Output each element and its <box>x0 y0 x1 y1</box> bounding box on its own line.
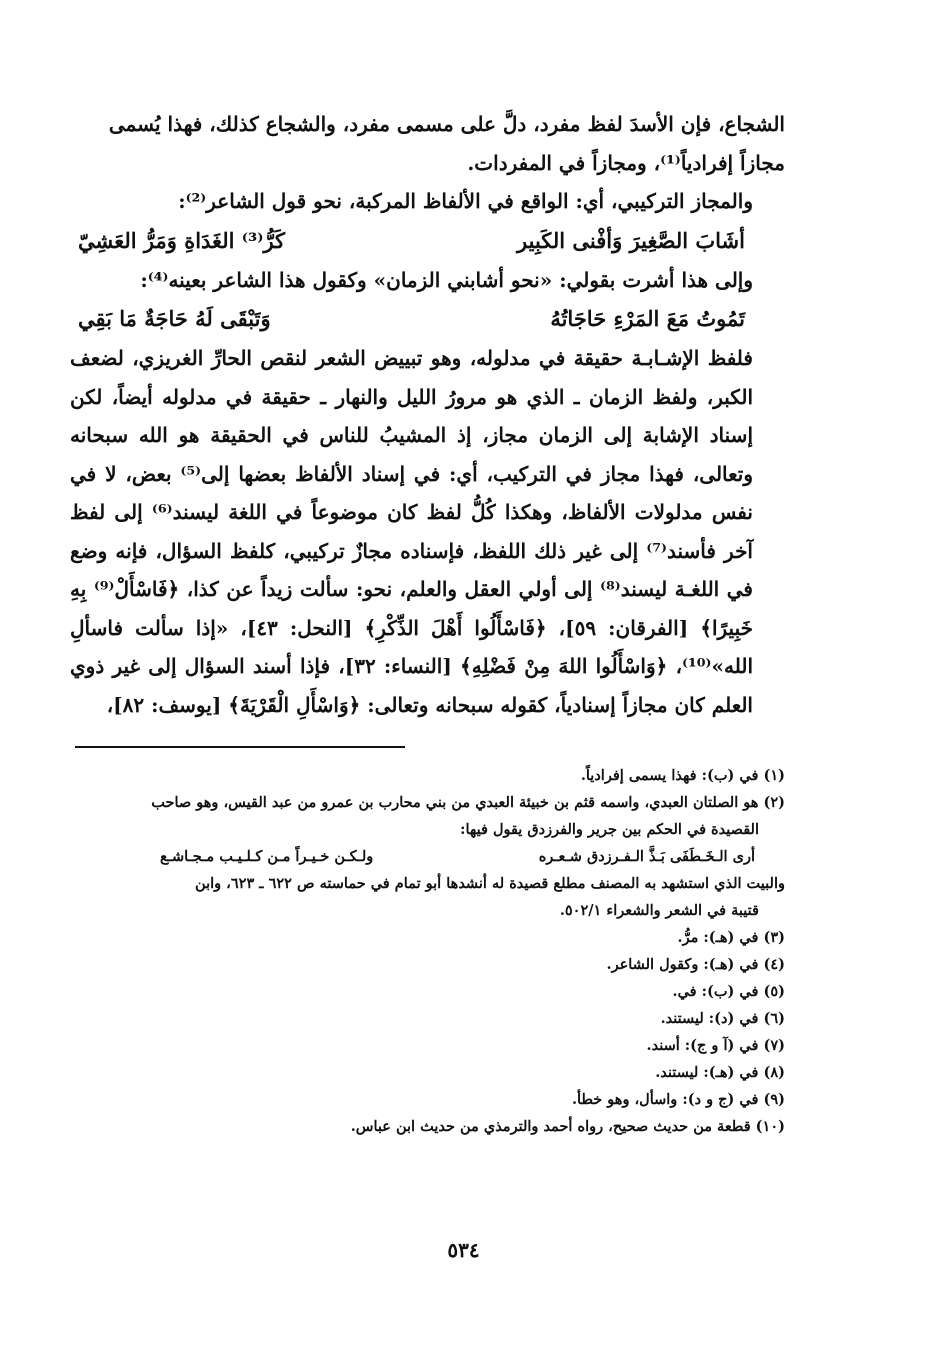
paragraph-1-line-1: الشجاع، فإن الأسدَ لفظ مفرد، دلَّ على مسمى مفرد، والشجاع كذلك، فهذا يُسمى <box>108 112 785 136</box>
footnote-3: (٣) في (هـ): مرُّ. <box>677 929 785 946</box>
footnote-2: (٢) هو الصلتان العبدي، واسمه قثم بن خبيئة العبدي من بني محارب بن عمرو من عبد القيس، وهو صاحب <box>151 794 785 811</box>
verse-2 <box>70 299 785 339</box>
verse-2-first-hemistich: تَمُوتُ مَعَ المَرْءِ حَاجَاتُهُ <box>550 306 745 331</box>
footnote-7: (٧) في (آ و ج): أسند. <box>646 1037 785 1054</box>
footnotes <box>70 762 785 1140</box>
verse-1-second-hemistich: كَرُّ⁽³⁾ الغَدَاةِ وَمَرُّ العَشِيّ <box>78 227 286 253</box>
footnote-5: (٥) في (ب): في. <box>672 983 785 1000</box>
footnote-2-source-continued: قتيبة في الشعر والشعراء ٥٠٢/١. <box>559 902 759 919</box>
verse-2-second-hemistich: وَتَبْقَى لَهُ حَاجَةٌ مَا بَقِي <box>78 306 271 331</box>
footnote-8: (٨) في (هـ): ليستند. <box>655 1064 785 1081</box>
verse-1 <box>70 221 785 261</box>
footnote-2-source: والبيت الذي استشهد به المصنف مطلع قصيدة له أنشدها أبو تمام في حماسته ص ٦٢٢ ـ ٦٢٣، وابن <box>195 875 785 892</box>
paragraph-3: وإلى هذا أشرت بقولي: «نحو أشابني الزمان» وكقول هذا الشاعر بعينه⁽⁴⁾: <box>140 267 753 292</box>
footnote-2-continued: القصيدة في الحكم بين جرير والفرزدق يقول فيها: <box>460 821 759 838</box>
paragraph-2: والمجاز التركيبي، أي: الواقع في الألفاظ المركبة، نحو قول الشاعر⁽²⁾: <box>178 189 753 213</box>
footnote-2-verse <box>70 843 785 870</box>
footnote-separator <box>75 746 405 748</box>
footnote-2-verse-first: أرى الـخَـطَفَى بَـذَّ الـفـرزدق شـعـره <box>538 848 755 865</box>
page-number: ٥٣٤ <box>447 1238 480 1262</box>
footnote-9: (٩) في (ج و د): واسأل، وهو خطأ. <box>571 1091 785 1108</box>
footnote-1: (١) في (ب): فهذا يسمى إفرادياً. <box>580 767 785 784</box>
footnote-2-verse-second: ولـكـن خـيـراً مـن كـلـيـب مـجـاشـع <box>160 848 374 865</box>
footnote-10: (١٠) قطعة من حديث صحيح، رواه أحمد والترمذي من حديث ابن عباس. <box>350 1118 785 1135</box>
page-content <box>70 105 785 1140</box>
footnote-4: (٤) في (هـ): وكقول الشاعر. <box>606 956 785 973</box>
footnote-6: (٦) في (د): ليستند. <box>660 1010 785 1027</box>
paragraph-4: فلفظ الإشـابـة حقيقة في مدلوله، وهو تبييض الشعر لنقص الحارِّ الغريزي، لضعف الكبر، ولفظ الزمان ـ الذي هو مرورُ الليل والنهار ـ حقيقة في مدلوله أيضاً، لكن إسناد الإشابة إلى الزمان مجاز، إذ المشيبُ للناس في الحقيقة هو الله سبحانه وتعالى، فهذا مجاز في التركيب، أي: في إسناد الألفاظ بعضها إلى⁽⁵⁾ بعض، لا في نفس مدلولات الألفاظ، وهكذا كُلُّ لفظ كان موضوعاً في اللغة ليسند⁽⁶⁾ إلى لفظ آخر فأسند⁽⁷⁾ إلى غير ذلك اللفظ، فإسناده مجازٌ تركيبي، كلفظ السؤال، فإنه وضع في اللغـة ليسند⁽⁸⁾ إلى أولي العقل والعلم، نحو: سألت زيداً عن كذا، ﴿فَاسْأَلْ⁽⁹⁾ بِهِ خَبِيرًا﴾ [الفرقان: ٥٩]، ﴿فَاسْأَلُوا أَهْلَ الذِّكْرِ﴾ [النحل: ٤٣]، «إذا سألت فاسألِ الله»⁽¹⁰⁾، ﴿وَاسْأَلُوا اللهَ مِنْ فَضْلِهِ﴾ [النساء: ٣٢]، فإذا أسند السؤال إلى غير ذوي العلم كان مجازاً إسنادياً، كقوله سبحانه وتعالى: ﴿وَاسْأَلِ الْقَرْيَةَ﴾ [يوسف: ٨٢]، <box>70 346 754 717</box>
verse-1-first-hemistich: أشَابَ الصَّغِيرَ وَأفْنى الكَبِير <box>517 227 745 253</box>
main-text <box>70 105 785 724</box>
paragraph-1-line-2: مجازاً إفرادياً⁽¹⁾، ومجازاً في المفردات. <box>467 150 785 175</box>
